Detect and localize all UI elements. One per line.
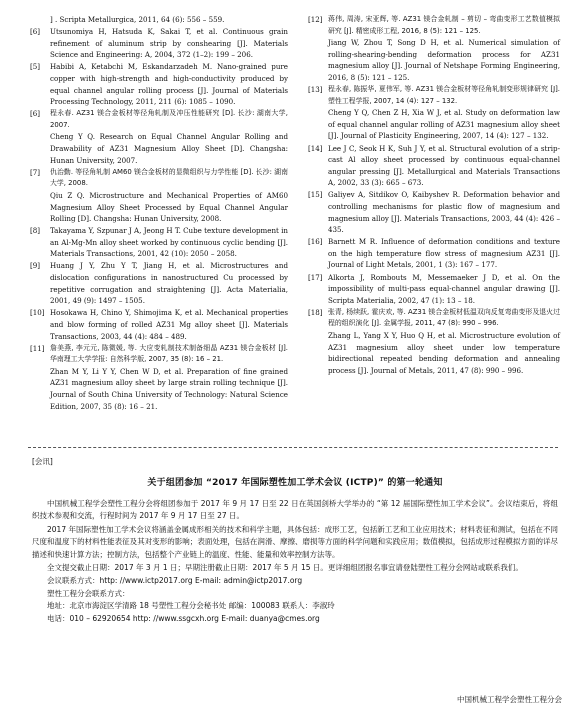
reference-number: [17] [308, 272, 323, 282]
reference-line: Zhan M Y, Li Y Y, Chen W D, et al. Preparation of fine grained AZ31 magnesium alloy sheet by large strain rolling technique [J]. Journal of South China University of Technology: Natural Science Edition, 2007, 35 (8): 16 – 21. [50, 366, 288, 411]
reference-number: [14] [308, 143, 323, 153]
reference-number: [11] [30, 343, 45, 353]
reference-number: [6] [30, 109, 41, 119]
reference-number: [15] [308, 190, 323, 200]
reference-line: Alkorta J, Rombouts M, Messemaeker J D, et al. On the impossibility of multi-pass equal-channel angular drawing [J]. Scripta Materialia, 2002, 47 (1): 13 – 18. [328, 272, 560, 305]
reference-line: 程永春, 陈振华, 夏伟军, 等. AZ31 镁合金板材等径角轧制变形规律研究 [J]. 塑性工程学报, 2007, 14 (4): 127 – 132. [328, 85, 560, 105]
reference-text [328, 307, 560, 377]
reference-line: Takayama Y, Szpunar J A, Jeong H T. Cube texture development in an Al-Mg-Mn alloy sheet worked by continuous cyclic bending [J]. Materials Transactions, 2001, 42 (10): 2050 – 2058. [50, 226, 288, 259]
reference-number: [7] [30, 167, 41, 177]
reference-item [30, 108, 288, 166]
reference-line: ] . Scripta Metallurgica, 2011, 64 (6): 556 – 559. [50, 15, 225, 24]
notice-paragraph-intro: 中国机械工程学会塑性工程分会将组团参加于 2017 年 9 月 17 日至 22 日在英国剑桥大学举办的 “第 12 届国际塑性加工学术会议”。会议结束后，将组织技术参观和交流，行程时间为 2017 年 9 月 17 日至 27 日。 [32, 499, 558, 521]
references-left-column [30, 14, 288, 413]
section-divider [28, 447, 558, 448]
reference-item [30, 307, 288, 342]
section-tag: [会讯] [32, 457, 53, 466]
reference-line: Zhang L, Yang X Y, Huo Q H, et al. Microstructure evolution of AZ31 magnesium alloy sheet under low temperature bidirectional repeated bending deformation and annealing process [J]. Journal of Metals, 2011, 47 (8): 990 – 996. [328, 331, 560, 375]
reference-line: Utsunomiya H, Hatsuda K, Sakai T, et al. Continuous grain refinement of aluminum strip by conshearing [J]. Materials Science and Engineering: A, 2004, 372 (1–2): 199 – 206. [50, 27, 288, 60]
reference-item [30, 26, 288, 61]
reference-text [50, 26, 288, 61]
reference-number: [16] [308, 237, 323, 247]
reference-number: [12] [308, 15, 323, 24]
reference-item [30, 260, 288, 306]
reference-line: 詹美燕, 李元元, 陈微媛, 等. 大应变轧制技术制备细晶 AZ31 镁合金板材 [J]. 华南理工大学学报: 自然科学版, 2007, 35 (8): 16 – 21. [50, 343, 288, 364]
reference-item [308, 84, 560, 142]
reference-item [308, 272, 560, 307]
reference-line: Cheng Y Q. Research on Equal Channel Angular Rolling and Drawability of AZ31 Magnesium Alloy Sheet [D]. Changsha: Hunan University, 2007. [50, 132, 288, 165]
reference-item [308, 307, 560, 377]
reference-number [30, 14, 50, 26]
reference-line: Qiu Z Q. Microstructure and Mechanical Properties of AM60 Magnesium Alloy Sheet Processed by Equal Channel Angular Rolling [D]. Changsha: Hunan University, 2008. [50, 190, 288, 224]
reference-text [50, 307, 288, 342]
reference-line: Hosokawa H, Chino Y, Shimojima K, et al. Mechanical properties and blow forming of rolled AZ31 Mg alloy sheet [J]. Materials Transactions, 2003, 44 (4): 484 – 489. [50, 308, 288, 341]
society-contact-header: 塑性工程分会联系方式： [47, 588, 130, 598]
reference-line: Jiang W, Zhou T, Song D H, et al. Numerical simulation of rolling-shearing-bending deformation process for AZ31 magnesium alloy [J]. Journal of Netshape Forming Engineering, 2016, 8 (5): 121 – 125. [328, 38, 560, 82]
reference-text [50, 14, 288, 26]
reference-line: Barnett M R. Influence of deformation conditions and texture on the high temperature flow stress of magnesium AZ31 [J]. Journal of Light Metals, 2001, 1 (3): 167 – 177. [328, 237, 560, 270]
reference-text [50, 108, 288, 166]
society-address: 地址：北京市海淀区学清路 18 号塑性工程分会秘书处 邮编：100083 联系人：李淑玲 [47, 601, 335, 611]
reference-text [328, 14, 560, 84]
reference-text [50, 167, 288, 225]
reference-item [30, 61, 288, 107]
reference-item [30, 167, 288, 225]
reference-number: [9] [30, 261, 41, 271]
reference-number: [10] [30, 308, 45, 318]
reference-item [30, 225, 288, 260]
reference-number: [18] [308, 307, 323, 317]
reference-text [328, 84, 560, 142]
reference-line: Lee J C, Seok H K, Suh J Y, et al. Structural evolution of a strip-cast Al alloy sheet processed by continuous equal-channel angular pressing [J]. Metallurgical and Materials Transactions A, 2002, 33 (3): 665 – 673. [328, 143, 560, 188]
reference-number: [8] [30, 226, 41, 236]
conference-notice [32, 456, 558, 625]
notice-paragraph-topics: 2017 年国际塑性加工学术会议将涵盖金属成形相关的技术和科学主题，具体包括：成形工艺，包括新工艺和工业应用技术；材料表征和测试，包括在不同尺度和温度下的材料性能表征及其对变形的影响；表面处理，包括在润滑、摩擦、磨损等方面的科学问题和实践应用；数值模拟，包括成形过程模拟方面的详尽描述和快速计算方法；控制方法，包括整个产业链上的温度、性能、能量和效率控制方法等。 [32, 524, 558, 559]
reference-text [328, 272, 560, 307]
reference-item [308, 236, 560, 271]
notice-signature: 中国机械工程学会塑性工程分会 [457, 695, 562, 704]
reference-text [50, 61, 288, 107]
reference-item [30, 14, 288, 26]
reference-line: Habibi A, Ketabchi M, Eskandarzadeh M. Nano-grained pure copper with high-strength and high-conductivity produced by equal channel angular rolling process [J]. Journal of Materials Processing Technology, 2011, 211 (6): 1085 – 1090. [50, 62, 288, 107]
references-right-column [308, 14, 560, 377]
reference-number: [6] [30, 27, 41, 37]
notice-paragraph-deadlines: 全文提交截止日期：2017 年 3 月 1 日；早期注册截止日期：2017 年 5 月 15 日。更详细组团报名事宜请登陆塑性工程分会网站或联系我们。 [47, 563, 523, 573]
reference-line: 张青, 杨续跃, 霍庆欢, 等. AZ31 镁合金板材低温双向反复弯曲变形及退火过程的组织演化 [J]. 金属学报, 2011, 47 (8): 990 – 996. [328, 307, 560, 328]
reference-text [328, 236, 560, 271]
reference-item [308, 14, 560, 84]
reference-text [328, 143, 560, 189]
reference-line: 蒋伟, 周涛, 宋亚辉, 等. AZ31 镁合金轧制 – 剪切 – 弯曲变形工艺数值模拟研究 [J]. 精密成形工程, 2016, 8 (5): 121 – 125. [328, 15, 560, 35]
reference-item [308, 189, 560, 235]
reference-text [50, 343, 288, 413]
reference-item [308, 143, 560, 189]
reference-line: Galiyev A, Sitdikov O, Kaibyshev R. Deformation behavior and controlling mechanisms for plastic flow of magnesium and magnesium alloy [J]. Materials Transactions, 2003, 44 (4): 426 – 435. [328, 190, 560, 235]
reference-item [30, 343, 288, 413]
conference-contact: 会议联系方式：http: //www.ictp2017.org E-mail: admin@ictp2017.org [47, 576, 303, 586]
reference-text [328, 189, 560, 235]
reference-text [50, 225, 288, 260]
reference-text [50, 260, 288, 306]
reference-line: 程永春. AZ31 镁合金板材等径角轧制及冲压性能研究 [D]. 长沙: 湖南大学, 2007. [50, 109, 288, 129]
notice-title: 关于组团参加 “2017 年国际塑性加工学术会议 (ICTP)” 的第一轮通知 [147, 478, 443, 488]
society-phone: 电话：010 – 62920654 http: //www.ssgcxh.org E-mail: duanya@cmes.org [47, 613, 320, 623]
reference-number: [13] [308, 85, 323, 95]
reference-line: 仇治勤. 等径角轧制 AM60 镁合金板材的显微组织与力学性能 [D]. 长沙: 湖南大学, 2008. [50, 167, 288, 188]
reference-line: Cheng Y Q, Chen Z H, Xia W J, et al. Study on deformation law of equal channel angular rolling of AZ31 magnesium alloy sheet [J]. Journal of Plasticity Engineering, 2007, 14 (4): 127 – 132. [328, 108, 560, 141]
reference-line: Huang J Y, Zhu Y T, Jiang H, et al. Microstructures and dislocation configurations in nanostructured Cu processed by repetitive corrugation and straightening [J]. Acta Materialia, 2001, 49 (9): 1497 – 1505. [50, 261, 288, 306]
reference-number: [5] [30, 62, 41, 72]
